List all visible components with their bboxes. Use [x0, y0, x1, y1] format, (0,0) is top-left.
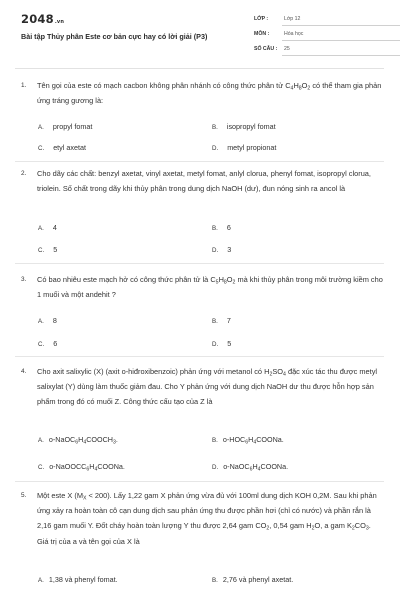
logo-text: 2048 [21, 12, 54, 26]
meta-subject-value: Hóa học [284, 31, 304, 37]
question-stem: Có bao nhiêu este mạch hở có công thức phân tử là $C_5H_8O_2$ mà khi thủy phân trong môi trường kiềm cho 1 muối và một andehit ? [37, 275, 383, 300]
option-a[interactable]: A. 8 [38, 316, 57, 325]
document-title: Bài tập Thủy phân Este cơ bản cực hay có lời giải (P3) [21, 32, 208, 41]
option-c[interactable]: C. $o-NaOOCC_6H_4COONa$. [38, 462, 125, 473]
question-stem: Cho axit salixylic (X) (axit o-hiđroxibenzoic) phản ứng với metanol có $H_2SO_4$ đặc xúc tác thu được metyl salixylat (Y) dùng làm thuốc giảm đau. Cho Y phản ứng với dung dịch NaOH dư thu được hỗn hợp sản phẩm trong đó có muối Z. Công thức cấu tạo của Z là [37, 367, 378, 407]
question-3 [21, 272, 389, 302]
option-c[interactable]: C. etyl axetat [38, 143, 86, 152]
option-b[interactable]: B. $o-HOC_6H_4COONa$. [212, 435, 284, 446]
option-c[interactable]: C. 5 [38, 245, 58, 254]
site-logo[interactable] [21, 12, 64, 26]
question-divider [15, 356, 384, 357]
question-stem: Tên gọi của este có mạch cacbon không phân nhánh có công thức phân tử $C_4H_8O_2$ có thể tham gia phản ứng tráng gương là: [37, 81, 382, 106]
question-stem: Một este X $(M_X < 200)$. Lấy 1,22 gam X phản ứng vừa đủ với 100ml dung dịch KOH 0,2M. Sau khi phản ứng xảy ra hoàn toàn cô cạn dung dịch sau phản ứng thu được phần hơi (chỉ có nước) và phần rắn là 2,16 gam muối Y. Đốt cháy hoàn toàn lượng Y thu được 2,64 gam $CO_2$, 0,54 gam $H_2O$, a gam $K_2CO_3$. Giá trị của a và tên gọi của X là [37, 491, 377, 546]
question-divider [15, 161, 384, 162]
option-a[interactable]: A. propyl fomat [38, 122, 93, 131]
question-number: 3. [21, 276, 27, 283]
meta-underline [282, 40, 400, 41]
meta-underline [282, 55, 400, 56]
question-1 [21, 78, 389, 108]
option-c[interactable]: C. 6 [38, 339, 58, 348]
meta-underline [282, 25, 400, 26]
option-a[interactable]: A. 1,38 và phenyl fomat. [38, 575, 118, 584]
question-number: 4. [21, 368, 27, 375]
meta-count-key: SỐ CÂU : [254, 46, 278, 52]
meta-count-value: 25 [284, 46, 290, 52]
option-a[interactable]: A. $o-NaOC_6H_4COOCH_3$. [38, 435, 118, 446]
header-divider [15, 68, 384, 69]
meta-subject-key: MÔN : [254, 31, 270, 37]
question-divider [15, 263, 384, 264]
option-d[interactable]: D. metyl propionat [212, 143, 277, 152]
question-2 [21, 166, 389, 196]
question-stem: Cho dãy các chất: benzyl axetat, vinyl axetat, metyl fomat, anlyl clorua, phenyl fomat, isopropyl clorua, triolein. Số chất trong dãy khi thủy phân trong dung dịch NaOH (dư), đun nóng sinh ra ancol là [37, 169, 371, 194]
document-header [0, 0, 400, 64]
question-5 [21, 488, 389, 549]
logo-suffix: .vn [54, 19, 65, 25]
option-a[interactable]: A. 4 [38, 223, 57, 232]
meta-class-key: LỚP : [254, 16, 269, 22]
option-b[interactable]: B. 2,76 và phenyl axetat. [212, 575, 294, 584]
question-divider [15, 481, 384, 482]
question-4 [21, 364, 389, 410]
option-b[interactable]: B. 7 [212, 316, 231, 325]
option-b[interactable]: B. isopropyl fomat [212, 122, 276, 131]
option-b[interactable]: B. 6 [212, 223, 231, 232]
question-number: 1. [21, 82, 27, 89]
question-number: 2. [21, 170, 27, 177]
option-d[interactable]: D. 3 [212, 245, 232, 254]
option-d[interactable]: D. 5 [212, 339, 232, 348]
option-d[interactable]: D. $o-NaOC_6H_4COONa$. [212, 462, 289, 473]
question-number: 5. [21, 492, 27, 499]
meta-class-value: Lớp 12 [284, 16, 301, 22]
